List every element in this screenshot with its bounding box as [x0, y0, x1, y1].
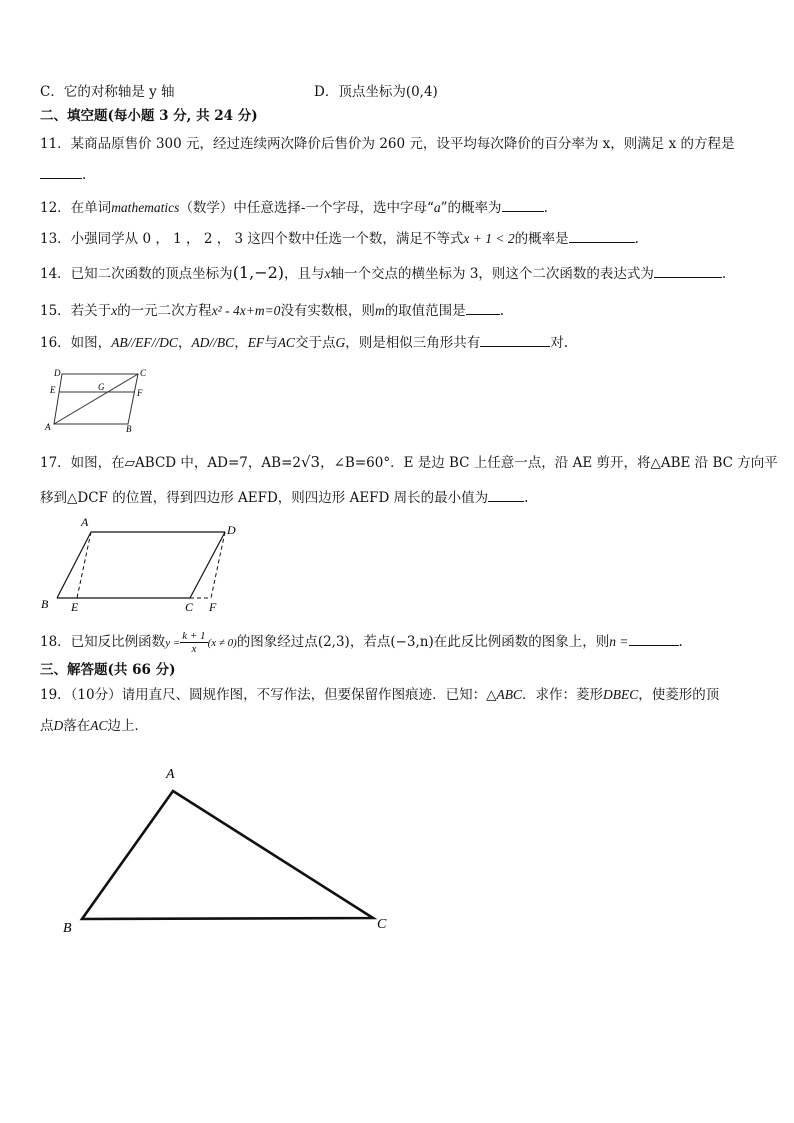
fig17-label-c: C — [185, 600, 194, 614]
q18-denominator: x — [191, 643, 197, 655]
q18-y: y = — [165, 637, 181, 649]
option-d: D．顶点坐标为(0,4) — [314, 84, 438, 100]
q15-text-2: 的一元二次方程 — [117, 303, 212, 319]
fig16-label-a: A — [45, 422, 51, 432]
q14-text-3: 轴一个交点的横坐标为 3，则这个二次函数的表达式为 — [330, 266, 654, 282]
q12-period: . — [543, 200, 548, 216]
section-fill-blank-heading: 二、填空题(每小题 3 分, 共 24 分) — [40, 108, 258, 124]
fig19-label-c: C — [377, 917, 387, 932]
figure-17-parallelogram — [35, 512, 245, 616]
q17-sqrt3: √3 — [300, 453, 321, 471]
q18-n: n = — [609, 634, 629, 649]
fig16-label-g: G — [98, 382, 105, 392]
q16-relation-1: AB//EF//DC — [111, 335, 178, 350]
q16-comma: ， — [234, 335, 248, 351]
q16-ac: AC — [277, 335, 295, 350]
q19-text: 19．（10分）请用直尺、圆规作图，不写作法，但要保留作图痕迹．已知： — [40, 687, 487, 703]
question-17-cont — [40, 487, 528, 508]
q11-period: . — [82, 167, 87, 183]
q19-ac: AC — [90, 718, 108, 733]
fig17-label-f: F — [209, 600, 217, 614]
q14-text-2: ，且与 — [284, 266, 325, 282]
q16-g: G — [335, 335, 346, 350]
q18-period: . — [678, 634, 683, 650]
q15-text: 15．若关于 — [40, 303, 112, 319]
q15-m: m — [374, 303, 385, 318]
answer-blank[interactable] — [654, 263, 722, 278]
fig17-label-d: D — [227, 523, 236, 537]
q14-x: x — [324, 266, 331, 281]
section-solution-heading: 三、解答题(共 66 分) — [40, 662, 176, 678]
question-19-cont — [40, 716, 148, 736]
answer-blank[interactable] — [466, 300, 500, 315]
q12-letter: a — [433, 200, 441, 215]
q19-text-2: ．求作：菱形 — [522, 687, 603, 703]
fig17-label-a: A — [81, 515, 89, 529]
answer-blank[interactable] — [569, 228, 635, 243]
q12-text: 12．在单词 — [40, 200, 112, 216]
q13-text: 13．小强同学从 0 ， 1 ， 2 ， 3 这四个数中任选一个数，满足不等式 — [40, 231, 464, 247]
q14-text: 14．已知二次函数的顶点坐标为 — [40, 266, 233, 282]
q19-triangle: △ABC — [486, 687, 522, 702]
fig16-label-b: B — [126, 424, 132, 434]
q19-text-4: 点 — [40, 718, 54, 734]
q16-ef: EF — [247, 335, 265, 350]
question-14 — [40, 263, 726, 284]
q15-period: . — [499, 303, 504, 319]
question-19 — [40, 685, 719, 705]
question-16 — [40, 332, 568, 353]
q16-text-2: 与 — [264, 335, 278, 351]
q14-vertex: (1,−2) — [232, 263, 285, 282]
q17-text: 17．如图，在▱ABCD 中，AD=7，AB=2 — [40, 455, 301, 471]
q18-text-3: ，若点 — [349, 634, 391, 650]
fig16-label-d: D — [54, 368, 61, 378]
q17-text-3: 移到△DCF 的位置，得到四边形 AEFD，则四边形 AEFD 周长的最小值为 — [40, 490, 489, 506]
answer-blank[interactable] — [488, 487, 524, 502]
q18-condition: (x ≠ 0) — [207, 637, 237, 649]
fig16-label-f: F — [137, 388, 143, 398]
q11-text: 11．某商品原售价 300 元，经过连续两次降价后售价为 260 元，设平均每次降价的百分率为 x，则满足 x 的方程是 — [40, 136, 735, 152]
q12-text-2: （数学）中任意选择-一个字母，选中字母“ — [179, 200, 434, 216]
q19-text-6: 边上． — [107, 718, 149, 734]
question-11-answer — [40, 164, 86, 185]
figure-16-parallelogram — [40, 364, 160, 434]
q18-fraction — [180, 630, 207, 655]
question-12 — [40, 197, 548, 218]
question-11 — [40, 134, 734, 154]
q14-period: . — [721, 266, 727, 282]
fig16-label-e: E — [50, 385, 56, 395]
figure-19-triangle — [55, 760, 405, 940]
q18-point-2: (−3,n) — [390, 634, 434, 650]
q19-text-3: ，使菱形的顶 — [638, 687, 720, 703]
q18-text-2: 的图象经过点 — [236, 634, 318, 650]
q17-period: . — [524, 490, 529, 506]
q16-relation-2: AD//BC — [191, 335, 235, 350]
question-13 — [40, 228, 639, 249]
q19-rhombus: DBEC — [603, 687, 639, 702]
answer-blank[interactable] — [629, 631, 679, 646]
q13-inequality: x + 1 < 2 — [463, 231, 515, 246]
q15-equation: x² - 4x+m=0 — [211, 303, 281, 318]
q16-text-3: 交于点 — [294, 335, 336, 351]
fig16-label-c: C — [140, 368, 147, 378]
fig19-label-b: B — [63, 921, 72, 936]
fig17-label-e: E — [71, 600, 79, 614]
option-c: C．它的对称轴是 y 轴 — [40, 84, 175, 100]
q16-text: 16．如图， — [40, 335, 112, 351]
question-15 — [40, 300, 504, 321]
fig19-label-a: A — [166, 767, 175, 782]
q15-text-3: 没有实数根，则 — [280, 303, 375, 319]
q12-text-3: ”的概率为 — [440, 200, 502, 216]
q17-text-2: ，∠B=60°．E 是边 BC 上任意一点，沿 AE 剪开，将△ABE 沿 BC 方向平 — [320, 455, 778, 471]
q18-numerator: k + 1 — [182, 630, 206, 642]
q15-text-4: 的取值范围是 — [384, 303, 466, 319]
q15-x: x — [111, 303, 118, 318]
q16-text-5: 对. — [550, 335, 568, 351]
q13-text-2: 的概率是 — [514, 231, 569, 247]
q18-point-1: (2,3) — [317, 634, 350, 650]
answer-blank[interactable] — [480, 332, 550, 347]
q16-comma: ， — [177, 335, 192, 351]
q19-d: D — [53, 718, 64, 733]
q18-text-4: 在此反比例函数的图象上，则 — [433, 634, 610, 650]
question-18 — [40, 628, 683, 657]
fig17-label-b: B — [41, 597, 49, 611]
q12-word: mathematics — [111, 200, 180, 215]
q18-text: 18．已知反比例函数 — [40, 634, 166, 650]
question-17 — [40, 452, 778, 473]
q19-text-5: 落在 — [63, 718, 91, 734]
q16-text-4: ，则是相似三角形共有 — [345, 335, 481, 351]
q13-period: . — [634, 231, 639, 247]
answer-blank[interactable] — [40, 164, 82, 179]
answer-blank[interactable] — [502, 197, 544, 212]
